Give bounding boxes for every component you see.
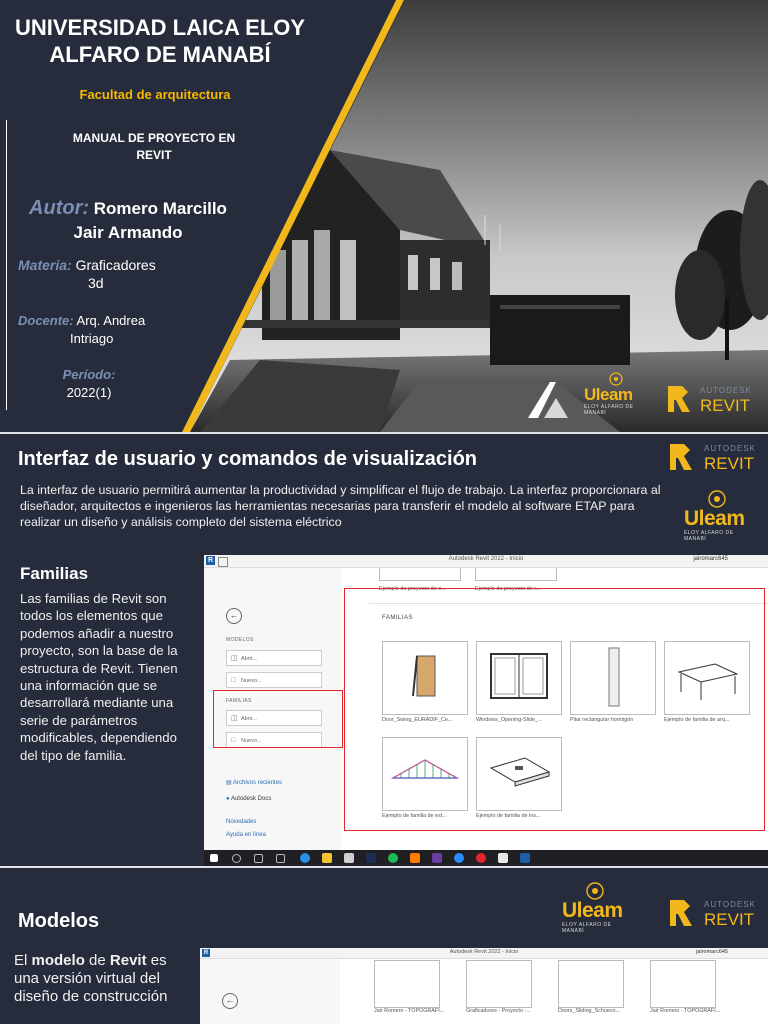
university-title: UNIVERSIDAD LAICA ELOY ALFARO DE MANABÍ <box>14 15 306 67</box>
folder-icon: ◫ <box>231 715 238 722</box>
thumb-caption: Graficadores - Proyecto -... <box>466 1008 531 1014</box>
uleam-subtitle: ELOY ALFARO DE MANABÍ <box>584 404 634 416</box>
task-view-icon[interactable] <box>254 854 263 863</box>
familias-paragraph: Las familias de Revit son todos los elementos que podemos añadir a nuestro proyecto, son la base de la estructura de Revit. Tienen una información que se desarrollará mediante una serie de parámetros modificables, dependiendo del tipo de familia. <box>20 591 178 763</box>
uleam-wordmark: Uleam <box>684 507 745 530</box>
autodesk-wordmark: AUTODESK <box>700 386 752 395</box>
subject-block <box>18 256 218 292</box>
interface-slide <box>0 434 768 866</box>
subject-value-2: 3d <box>88 275 104 291</box>
button-label: Nuevo... <box>241 738 262 744</box>
card-caption: Door_Swing_EURADIF_Ce... <box>382 717 453 723</box>
text: es una versión virtual del diseño de construcción <box>14 952 168 1005</box>
thumb-card[interactable] <box>475 568 557 581</box>
uleam-seal-icon <box>609 372 623 386</box>
folder-icon: ◫ <box>231 655 238 662</box>
uleam-seal-icon <box>586 882 604 900</box>
card-caption: Ejemplo de proyecto de i... <box>475 586 541 592</box>
models-paragraph <box>14 952 194 1006</box>
period-label: Período: <box>62 367 116 382</box>
illustrator-icon[interactable] <box>410 853 420 863</box>
subject-label: Materia: <box>18 257 72 273</box>
card-caption: Ejemplo de familia de ins... <box>476 813 541 819</box>
start-icon[interactable] <box>210 854 218 862</box>
new-file-icon: □ <box>231 737 236 744</box>
window-title: Autodesk Revit 2022 - Inicio <box>449 949 519 955</box>
text: de <box>84 952 110 969</box>
uleam-subtitle: ELOY ALFARO DE MANABÍ <box>562 922 612 934</box>
card-caption: Pilar rectangular hormigón <box>570 717 634 723</box>
card-caption: Ejemplo de familia de est... <box>382 813 447 819</box>
store-icon[interactable] <box>344 853 354 863</box>
edge-icon[interactable] <box>300 853 310 863</box>
highlight-familias-content <box>344 588 765 831</box>
model-thumb[interactable] <box>466 960 532 1008</box>
familias-section-label: FAMILIAS <box>382 615 414 621</box>
teacher-block <box>18 312 218 348</box>
card-caption: Ejemplo de proyecto de e... <box>379 586 446 592</box>
back-arrow-icon[interactable]: ← <box>222 993 238 1009</box>
text: El <box>14 952 32 969</box>
user-account[interactable]: jairomarc645 <box>693 556 728 562</box>
thumb-caption: Jair Romero - TOPOGRAFI... <box>650 1008 721 1014</box>
button-label: Abrir... <box>241 716 257 722</box>
card-caption: Ejemplo de familia de arq... <box>664 717 730 723</box>
model-thumb[interactable] <box>374 960 440 1008</box>
new-model-button[interactable] <box>226 672 322 688</box>
link-label: Archivos recientes <box>233 780 283 786</box>
revit-app-icon: R <box>203 950 209 956</box>
uleam-logo <box>562 882 632 934</box>
link-label: Autodesk Docs <box>230 796 272 802</box>
author-name-1: Romero Marcillo <box>93 199 227 218</box>
revit-wordmark: REVIT <box>704 454 755 473</box>
thumb-caption: Jair Romero - TOPOGRAFI... <box>374 1008 445 1014</box>
uleam-subtitle: ELOY ALFARO DE MANABÍ <box>684 530 734 542</box>
file-explorer-icon[interactable] <box>322 853 332 863</box>
autodesk-docs-link[interactable] <box>226 796 271 802</box>
uleam-wordmark: Uleam <box>584 385 633 404</box>
model-thumb[interactable] <box>558 960 624 1008</box>
home-sidebar <box>200 959 340 1024</box>
window-title: Autodesk Revit 2022 - Inicio <box>448 556 524 562</box>
back-arrow-icon[interactable]: ← <box>226 608 242 624</box>
thumb-caption: Doors_Sliding_Schueco... <box>558 1008 621 1014</box>
intro-paragraph: La interfaz de usuario permitirá aumentar la productividad y simplificar el flujo de trabajo. La interfaz proporcionara al diseñador, arquitectos e ingenieros las herramientas necesarias para transferir el modelo al software ETAP para realizar un diseño y análisis completo del sistema eléctrico <box>20 483 661 529</box>
open-model-button[interactable] <box>226 650 322 666</box>
author-block <box>8 196 248 245</box>
revit-r-icon <box>668 442 694 472</box>
revit-wordmark: REVIT <box>700 396 751 415</box>
user-account[interactable]: jairomarc645 <box>696 949 728 955</box>
section-familias: FAMILIAS <box>226 698 252 704</box>
revit-r-icon <box>668 898 694 928</box>
highlight-familias-sidebar <box>213 690 343 748</box>
photos-icon[interactable] <box>498 853 508 863</box>
photoshop-icon[interactable] <box>366 853 376 863</box>
online-help-link[interactable]: Ayuda en línea <box>226 832 266 838</box>
chrome-icon[interactable] <box>476 853 486 863</box>
manual-title: MANUAL DE PROYECTO EN REVIT <box>72 131 236 162</box>
model-thumb[interactable] <box>650 960 716 1008</box>
new-file-icon: □ <box>231 677 236 684</box>
clock-icon: ▤ <box>226 780 234 786</box>
card-caption: Windows_Opening-Slide_... <box>476 717 543 723</box>
models-slide <box>0 868 768 1024</box>
period-value: 2022(1) <box>66 385 112 400</box>
revit-taskbar-icon[interactable] <box>520 853 530 863</box>
zoom-icon[interactable] <box>454 853 464 863</box>
revit-app-icon: R <box>207 557 214 564</box>
uleam-logo <box>684 490 754 542</box>
search-icon[interactable] <box>232 854 241 863</box>
section-modelos: MODELOS <box>226 637 254 643</box>
teacher-label: Docente: <box>18 313 74 328</box>
teacher-value-1: Arq. Andrea <box>76 313 146 328</box>
button-label: Abrir... <box>241 656 257 662</box>
thumb-card[interactable] <box>379 568 461 581</box>
slide-heading: Modelos <box>18 910 100 932</box>
teacher-value-2: Intriago <box>70 331 114 346</box>
revit-home-screenshot <box>204 555 768 866</box>
uleam-logo <box>584 372 648 416</box>
uleam-seal-icon <box>708 490 726 508</box>
revit-wordmark: REVIT <box>704 910 755 929</box>
revit-models-screenshot <box>200 948 768 1024</box>
spotify-icon[interactable] <box>388 853 398 863</box>
faculty-label: Facultad de arquitectura <box>79 87 231 102</box>
cloud-icon: ● <box>226 796 231 802</box>
subject-value-1: Graficadores <box>75 257 156 273</box>
button-label: Nuevo... <box>241 678 262 684</box>
period-block <box>0 366 178 402</box>
uleam-wordmark: Uleam <box>562 899 623 922</box>
recent-files-link[interactable] <box>226 779 282 786</box>
bold-text: Revit <box>109 952 147 969</box>
app-icon[interactable] <box>432 853 442 863</box>
widgets-icon[interactable] <box>276 854 285 863</box>
familias-heading: Familias <box>20 564 89 583</box>
cover-slide <box>0 0 768 432</box>
author-name-2: Jair Armando <box>73 223 183 242</box>
slide-heading: Interfaz de usuario y comandos de visualización <box>18 448 478 470</box>
author-label: Autor: <box>29 197 90 219</box>
whats-new-link[interactable]: Novedades <box>226 819 257 825</box>
title-bar <box>200 948 768 959</box>
autodesk-wordmark: AUTODESK <box>704 444 756 453</box>
autodesk-wordmark: AUTODESK <box>704 900 756 909</box>
revit-r-icon <box>666 384 692 414</box>
windows-taskbar <box>204 850 768 866</box>
bold-text: modelo <box>31 952 85 969</box>
autodesk-a-logo-icon <box>526 380 570 420</box>
